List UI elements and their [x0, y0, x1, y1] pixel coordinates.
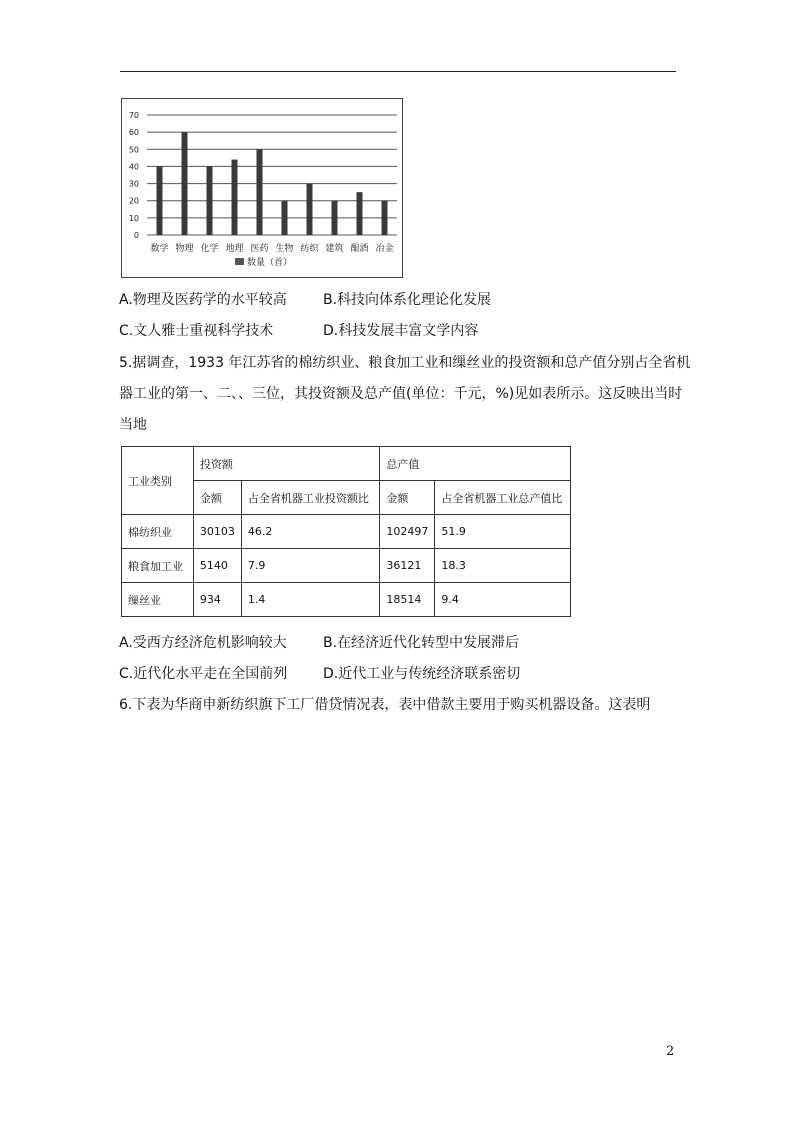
- y-tick-label: 60: [128, 128, 139, 138]
- x-category-label: 纺织: [300, 244, 319, 254]
- x-category-label: 物理: [175, 244, 194, 254]
- header-amount-output: 金额: [380, 481, 435, 515]
- q4-option-b: B.科技向体系化理论化发展: [323, 292, 492, 308]
- row-investment: 934: [193, 583, 241, 617]
- x-category-label: 冶金: [375, 244, 394, 254]
- q5-option-c: C.近代化水平走在全国前列: [119, 666, 288, 682]
- legend-label: 数量（首）: [247, 258, 293, 268]
- table-row: [122, 549, 571, 583]
- header-rule: [120, 71, 676, 72]
- row-output: 18514: [380, 583, 435, 617]
- row-investment-share: 1.4: [241, 583, 379, 617]
- q4-option-d: D.科技发展丰富文学内容: [323, 323, 479, 339]
- industry-table: [121, 446, 571, 617]
- bar-chart-svg: [121, 98, 403, 278]
- bar: [332, 201, 338, 235]
- row-investment-share: 46.2: [241, 515, 379, 549]
- bar: [382, 201, 388, 235]
- y-tick-label: 10: [128, 213, 139, 223]
- bar: [157, 166, 163, 235]
- page-number: 2: [666, 1044, 675, 1059]
- x-category-label: 地理: [225, 244, 244, 254]
- row-investment-share: 7.9: [241, 549, 379, 583]
- bar: [182, 132, 188, 235]
- q5-option-d: D.近代工业与传统经济联系密切: [323, 666, 521, 682]
- row-output: 36121: [380, 549, 435, 583]
- q4-option-a: A.物理及医药学的水平较高: [119, 292, 287, 308]
- header-output: 总产值: [380, 447, 571, 481]
- header-amount-investment: 金额: [193, 481, 241, 515]
- q5-option-b: B.在经济近代化转型中发展滞后: [323, 635, 520, 651]
- bar: [282, 201, 288, 235]
- header-investment: 投资额: [193, 447, 379, 481]
- table-header-row: [122, 447, 571, 481]
- q5-option-a: A.受西方经济危机影响较大: [119, 635, 287, 651]
- header-output-share: 占全省机器工业总产值比: [435, 481, 571, 515]
- x-category-label: 酿酒: [350, 244, 369, 254]
- row-investment: 5140: [193, 549, 241, 583]
- row-name: 粮食加工业: [122, 549, 194, 583]
- q5-stem-line2: 器工业的第一、二、、三位，其投资额及总产值(单位：千元，%)见如表所示。这反映出当时: [119, 386, 683, 402]
- row-output-share: 9.4: [435, 583, 571, 617]
- row-name: 缫丝业: [122, 583, 194, 617]
- x-category-label: 建筑: [325, 244, 344, 254]
- x-category-label: 化学: [200, 244, 219, 254]
- x-category-label: 生物: [275, 244, 294, 254]
- y-tick-label: 20: [128, 196, 139, 206]
- bar-chart: [121, 98, 403, 278]
- header-investment-share: 占全省机器工业投资额比: [241, 481, 379, 515]
- y-tick-label: 30: [128, 179, 139, 189]
- row-name: 棉纺织业: [122, 515, 194, 549]
- y-tick-label: 50: [128, 145, 139, 155]
- x-category-label: 医药: [250, 244, 269, 254]
- row-investment: 30103: [193, 515, 241, 549]
- row-output-share: 18.3: [435, 549, 571, 583]
- y-tick-label: 0: [133, 231, 139, 240]
- bar: [207, 166, 213, 235]
- row-output-share: 51.9: [435, 515, 571, 549]
- q4-option-c: C.文人雅士重视科学技术: [119, 323, 274, 339]
- bar: [357, 192, 363, 235]
- y-tick-label: 70: [128, 111, 139, 120]
- q5-stem-line3: 当地: [119, 417, 147, 433]
- q5-stem-line1: 5.据调查，1933 年江苏省的棉纺织业、粮食加工业和缫丝业的投资额和总产值分别占全省机: [119, 355, 691, 371]
- table-row: [122, 515, 571, 549]
- y-tick-label: 40: [128, 162, 139, 172]
- header-category: 工业类别: [122, 447, 194, 515]
- bar: [232, 160, 238, 235]
- bar: [307, 184, 313, 235]
- legend-swatch: [235, 258, 244, 265]
- q6-stem-line1: 6.下表为华商申新纺织旗下工厂借贷情况表，表中借款主要用于购买机器设备。这表明: [119, 697, 651, 713]
- row-output: 102497: [380, 515, 435, 549]
- bar: [257, 149, 263, 235]
- table-row: [122, 583, 571, 617]
- x-category-label: 数学: [150, 244, 169, 254]
